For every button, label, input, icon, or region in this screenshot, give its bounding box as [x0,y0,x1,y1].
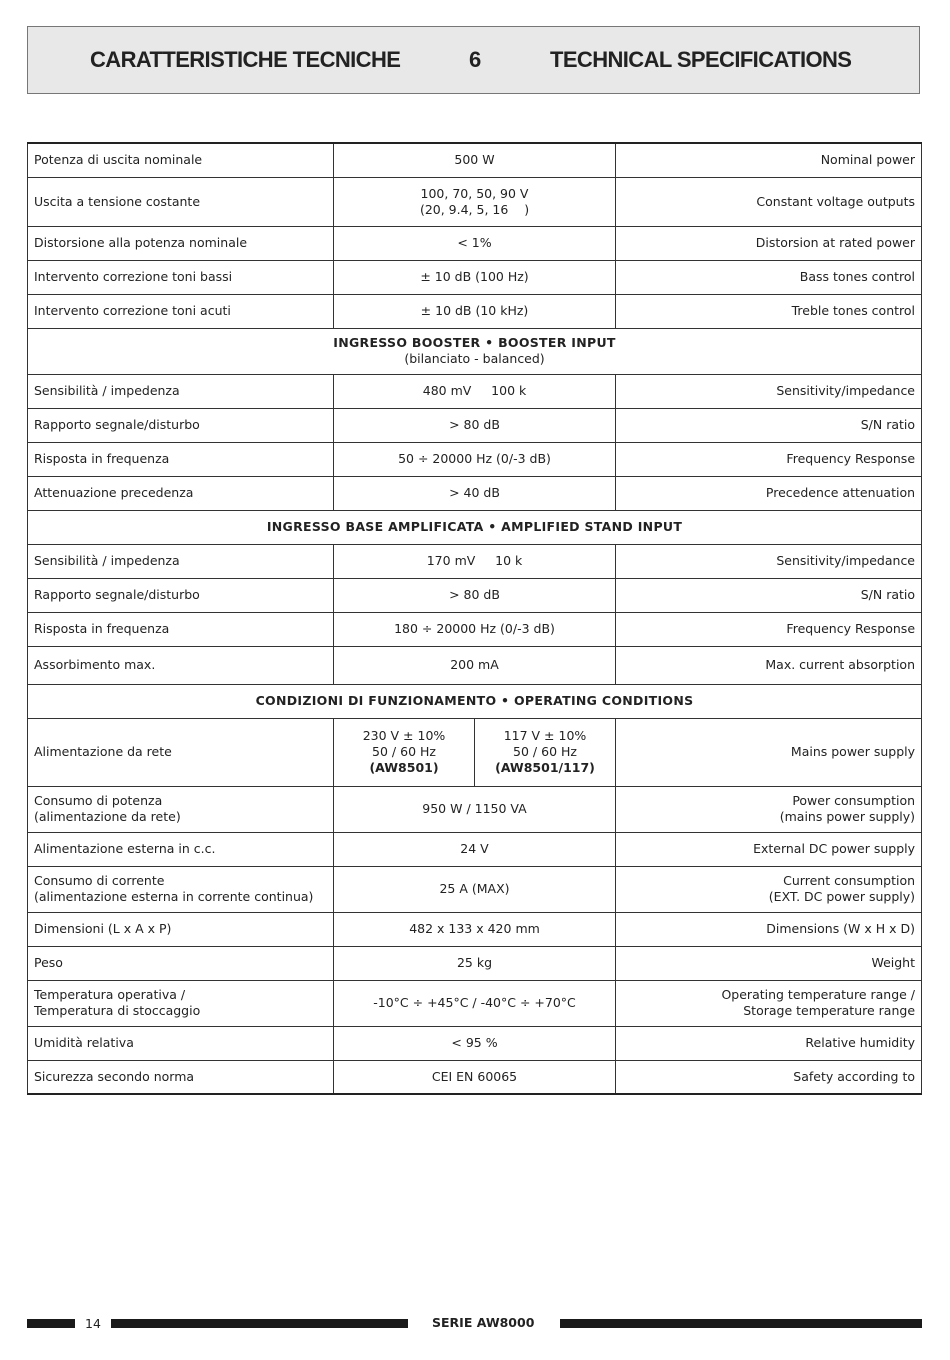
label-en: Frequency Response [616,442,922,476]
spec-value: 500 W [334,143,616,177]
spec-row [28,226,922,260]
label-line: Consumo di potenza [34,793,163,808]
page-footer [0,1310,950,1340]
section-cell [28,684,922,718]
spec-row [28,1060,922,1094]
voltage-230: 230 V ± 10% [362,728,446,743]
label-en: Weight [616,946,922,980]
label-it [28,786,334,832]
spec-value [334,177,616,226]
label-en: Max. current absorption [616,646,922,684]
spec-row [28,294,922,328]
spec-value: -10°C ÷ +45°C / -40°C ÷ +70°C [334,980,616,1026]
label-line: (alimentazione esterna in corrente continua) [34,889,314,904]
section-cell [28,328,922,374]
label-it: Peso [28,946,334,980]
spec-value: < 1% [334,226,616,260]
spec-value: 50 ÷ 20000 Hz (0/-3 dB) [334,442,616,476]
label-it: Assorbimento max. [28,646,334,684]
spec-row [28,544,922,578]
value-230v [334,718,475,786]
spec-row [28,476,922,510]
label-it: Distorsione alla potenza nominale [28,226,334,260]
label-line: Consumo di corrente [34,873,165,888]
label-en: Precedence attenuation [616,476,922,510]
label-line: Current consumption [783,873,916,888]
spec-value: 480 mV 100 k [334,374,616,408]
label-it: Sensibilità / impedenza [28,374,334,408]
label-it: Risposta in frequenza [28,612,334,646]
footer-bar-left [27,1319,75,1328]
label-en: Distorsion at rated power [616,226,922,260]
frequency-230: 50 / 60 Hz [372,744,436,759]
label-en: Frequency Response [616,612,922,646]
title-italian: CARATTERISTICHE TECNICHE [90,47,401,72]
spec-value: 25 A (MAX) [334,866,616,912]
spec-row [28,980,922,1026]
label-it [28,980,334,1026]
label-it: Potenza di uscita nominale [28,143,334,177]
frequency-117: 50 / 60 Hz [513,744,577,759]
label-line: Temperatura operativa / [34,987,186,1002]
label-it: Rapporto segnale/disturbo [28,578,334,612]
label-it: Risposta in frequenza [28,442,334,476]
label-en [616,866,922,912]
label-en [616,980,922,1026]
label-it: Sicurezza secondo norma [28,1060,334,1094]
spec-value: 170 mV 10 k [334,544,616,578]
label-en: Dimensions (W x H x D) [616,912,922,946]
label-it: Alimentazione esterna in c.c. [28,832,334,866]
spec-value: 25 kg [334,946,616,980]
page-number: 14 [85,1316,101,1331]
label-it: Dimensioni (L x A x P) [28,912,334,946]
label-it: Rapporto segnale/disturbo [28,408,334,442]
page-header [27,26,920,94]
label-en: S/N ratio [616,578,922,612]
model-230: (AW8501) [369,760,439,775]
spec-row [28,612,922,646]
label-it: Umidità relativa [28,1026,334,1060]
label-en: S/N ratio [616,408,922,442]
label-it: Intervento correzione toni acuti [28,294,334,328]
section-header-booster [28,328,922,374]
label-line: (EXT. DC power supply) [768,889,916,904]
spec-row [28,832,922,866]
spec-value: > 80 dB [334,578,616,612]
label-en: Mains power supply [616,718,922,786]
mains-row [28,718,922,786]
section-header-stand [28,510,922,544]
title-english: TECHNICAL SPECIFICATIONS [550,47,852,72]
label-it: Attenuazione precedenza [28,476,334,510]
spec-row [28,374,922,408]
label-en [616,786,922,832]
label-en: Sensitivity/impedance [616,544,922,578]
section-title: CONDIZIONI DI FUNZIONAMENTO • OPERATING CONDITIONS [255,693,694,708]
label-en: Treble tones control [616,294,922,328]
spec-value: CEI EN 60065 [334,1060,616,1094]
spec-value: 950 W / 1150 VA [334,786,616,832]
label-it: Sensibilità / impedenza [28,544,334,578]
label-en: Safety according to [616,1060,922,1094]
spec-row [28,946,922,980]
section-cell [28,510,922,544]
label-it: Intervento correzione toni bassi [28,260,334,294]
label-en: Sensitivity/impedance [616,374,922,408]
label-it: Alimentazione da rete [28,718,334,786]
series-name: SERIE AW8000 [432,1315,535,1330]
label-line: (mains power supply) [779,809,916,824]
spec-row [28,143,922,177]
spec-row [28,578,922,612]
spec-value: 200 mA [334,646,616,684]
spec-value: ± 10 dB (100 Hz) [334,260,616,294]
label-line: Power consumption [792,793,916,808]
spec-row [28,866,922,912]
footer-bar-right [560,1319,922,1328]
label-line: Operating temperature range / [721,987,916,1002]
spec-value: > 40 dB [334,476,616,510]
section-header-operating [28,684,922,718]
footer-bar-middle [111,1319,408,1328]
label-it: Uscita a tensione costante [28,177,334,226]
spec-row [28,1026,922,1060]
value-117v [475,718,616,786]
spec-row [28,786,922,832]
spec-value: 24 V [334,832,616,866]
chapter-number: 6 [469,47,481,72]
label-en: Constant voltage outputs [616,177,922,226]
spec-value: 482 x 133 x 420 mm [334,912,616,946]
spec-row [28,408,922,442]
model-117: (AW8501/117) [495,760,595,775]
spec-value: > 80 dB [334,408,616,442]
label-en: Nominal power [616,143,922,177]
spec-value: 180 ÷ 20000 Hz (0/-3 dB) [334,612,616,646]
spec-value: < 95 % [334,1026,616,1060]
value-line: 100, 70, 50, 90 V [420,185,529,201]
specifications-table [27,142,922,1095]
label-en: Bass tones control [616,260,922,294]
spec-row [28,260,922,294]
label-line: Temperatura di stoccaggio [34,1003,201,1018]
section-title: INGRESSO BASE AMPLIFICATA • AMPLIFIED STAND INPUT [266,519,683,534]
section-title: INGRESSO BOOSTER • BOOSTER INPUT [333,335,616,350]
spec-row [28,912,922,946]
label-en: External DC power supply [616,832,922,866]
label-line: Storage temperature range [743,1003,916,1018]
label-it [28,866,334,912]
voltage-117: 117 V ± 10% [503,728,587,743]
spec-row [28,646,922,684]
value-line: (20, 9.4, 5, 16 ) [419,201,530,217]
section-subtitle: (bilanciato - balanced) [404,351,545,366]
spec-value: ± 10 dB (10 kHz) [334,294,616,328]
label-line: (alimentazione da rete) [34,809,181,824]
spec-row [28,442,922,476]
spec-row [28,177,922,226]
label-en: Relative humidity [616,1026,922,1060]
